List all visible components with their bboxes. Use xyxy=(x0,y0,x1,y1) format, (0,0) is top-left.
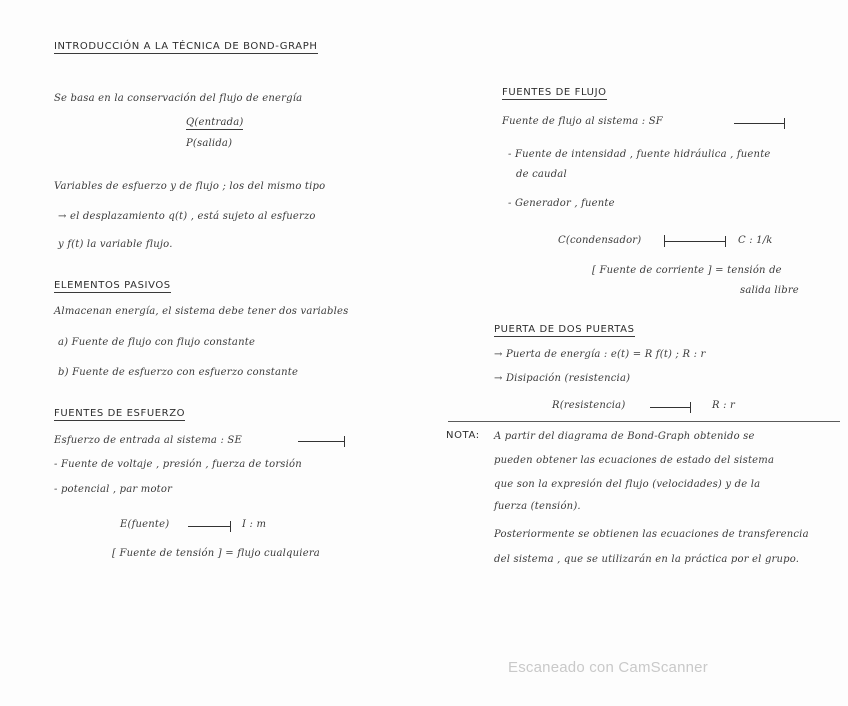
flow-source-arrow xyxy=(734,123,784,124)
right-line-1: Fuente de flujo al sistema : SF xyxy=(502,116,663,127)
section-two-port-text: PUERTA DE DOS PUERTAS xyxy=(494,324,635,335)
note-line-2: pueden obtener las ecuaciones de estado del sistema xyxy=(494,455,775,466)
section-effort-sources xyxy=(54,407,185,421)
left-line-13: [ Fuente de tensión ] = flujo cualquiera xyxy=(112,548,320,559)
page-title-text: INTRODUCCIÓN A LA TÉCNICA DE BOND-GRAPH xyxy=(54,41,318,52)
note-line-6: del sistema , que se utilizarán en la práctica por el grupo. xyxy=(494,554,800,565)
page-title xyxy=(54,40,318,54)
right-line-5: [ Fuente de corriente ] = tensión de xyxy=(592,265,782,276)
section-passive-elements-text: ELEMENTOS PASIVOS xyxy=(54,280,171,291)
camscanner-watermark: Escaneado con CamScanner xyxy=(508,659,708,676)
left-line-5: → el desplazamiento q(t) , está sujeto al esfuerzo xyxy=(58,211,316,222)
left-line-4: Variables de esfuerzo y de flujo ; los del mismo tipo xyxy=(54,181,326,192)
left-line-2-text: Q(entrada) xyxy=(186,117,244,128)
right-line-7: → Puerta de energía : e(t) = R f(t) ; R : r xyxy=(494,349,706,360)
section-flow-sources xyxy=(502,86,607,100)
left-line-8: a) Fuente de flujo con flujo constante xyxy=(58,337,256,348)
section-two-port xyxy=(494,323,635,337)
left-formula-1: E(fuente) xyxy=(120,519,170,530)
right-formula-1-rhs: C : 1/k xyxy=(738,235,773,246)
left-line-1: Se basa en la conservación del flujo de energía xyxy=(54,93,303,104)
note-line-5: Posteriormente se obtienen las ecuaciones de transferencia xyxy=(494,529,809,540)
effort-source-arrow xyxy=(298,441,344,442)
left-line-7: Almacenan energía, el sistema debe tener dos variables xyxy=(54,306,349,317)
right-formula-2: R(resistencia) xyxy=(552,400,626,411)
section-flow-sources-text: FUENTES DE FLUJO xyxy=(502,87,607,98)
section-passive-elements xyxy=(54,279,171,293)
right-line-4: - Generador , fuente xyxy=(508,198,615,209)
right-line-3: de caudal xyxy=(516,169,567,180)
section-effort-sources-text: FUENTES DE ESFUERZO xyxy=(54,408,186,419)
right-formula-2-rhs: R : r xyxy=(712,400,736,411)
left-formula-1-arrow xyxy=(188,526,230,527)
left-line-12: - potencial , par motor xyxy=(54,484,173,495)
left-formula-1-rhs: I : m xyxy=(242,519,267,530)
left-line-3: P(salida) xyxy=(186,138,233,149)
note-line-4: fuerza (tensión). xyxy=(494,501,581,512)
right-line-2: - Fuente de intensidad , fuente hidráulica , fuente xyxy=(508,149,771,160)
right-formula-2-arrow xyxy=(650,407,690,408)
left-line-2 xyxy=(186,116,243,130)
note-line-1: A partir del diagrama de Bond-Graph obtenido se xyxy=(494,431,755,442)
note-divider xyxy=(448,421,840,422)
left-line-11: - Fuente de voltaje , presión , fuerza de torsión xyxy=(54,459,302,470)
right-formula-1: C(condensador) xyxy=(558,235,642,246)
right-line-8: → Disipación (resistencia) xyxy=(494,373,631,384)
left-line-6: y f(t) la variable flujo. xyxy=(58,239,173,250)
note-label: NOTA: xyxy=(446,430,480,441)
right-formula-1-arrow xyxy=(665,241,725,242)
note-line-3: que son la expresión del flujo (velocidades) y de la xyxy=(494,479,761,490)
left-line-9: b) Fuente de esfuerzo con esfuerzo constante xyxy=(58,367,299,378)
left-line-10: Esfuerzo de entrada al sistema : SE xyxy=(54,435,242,446)
right-line-6: salida libre xyxy=(740,285,799,296)
